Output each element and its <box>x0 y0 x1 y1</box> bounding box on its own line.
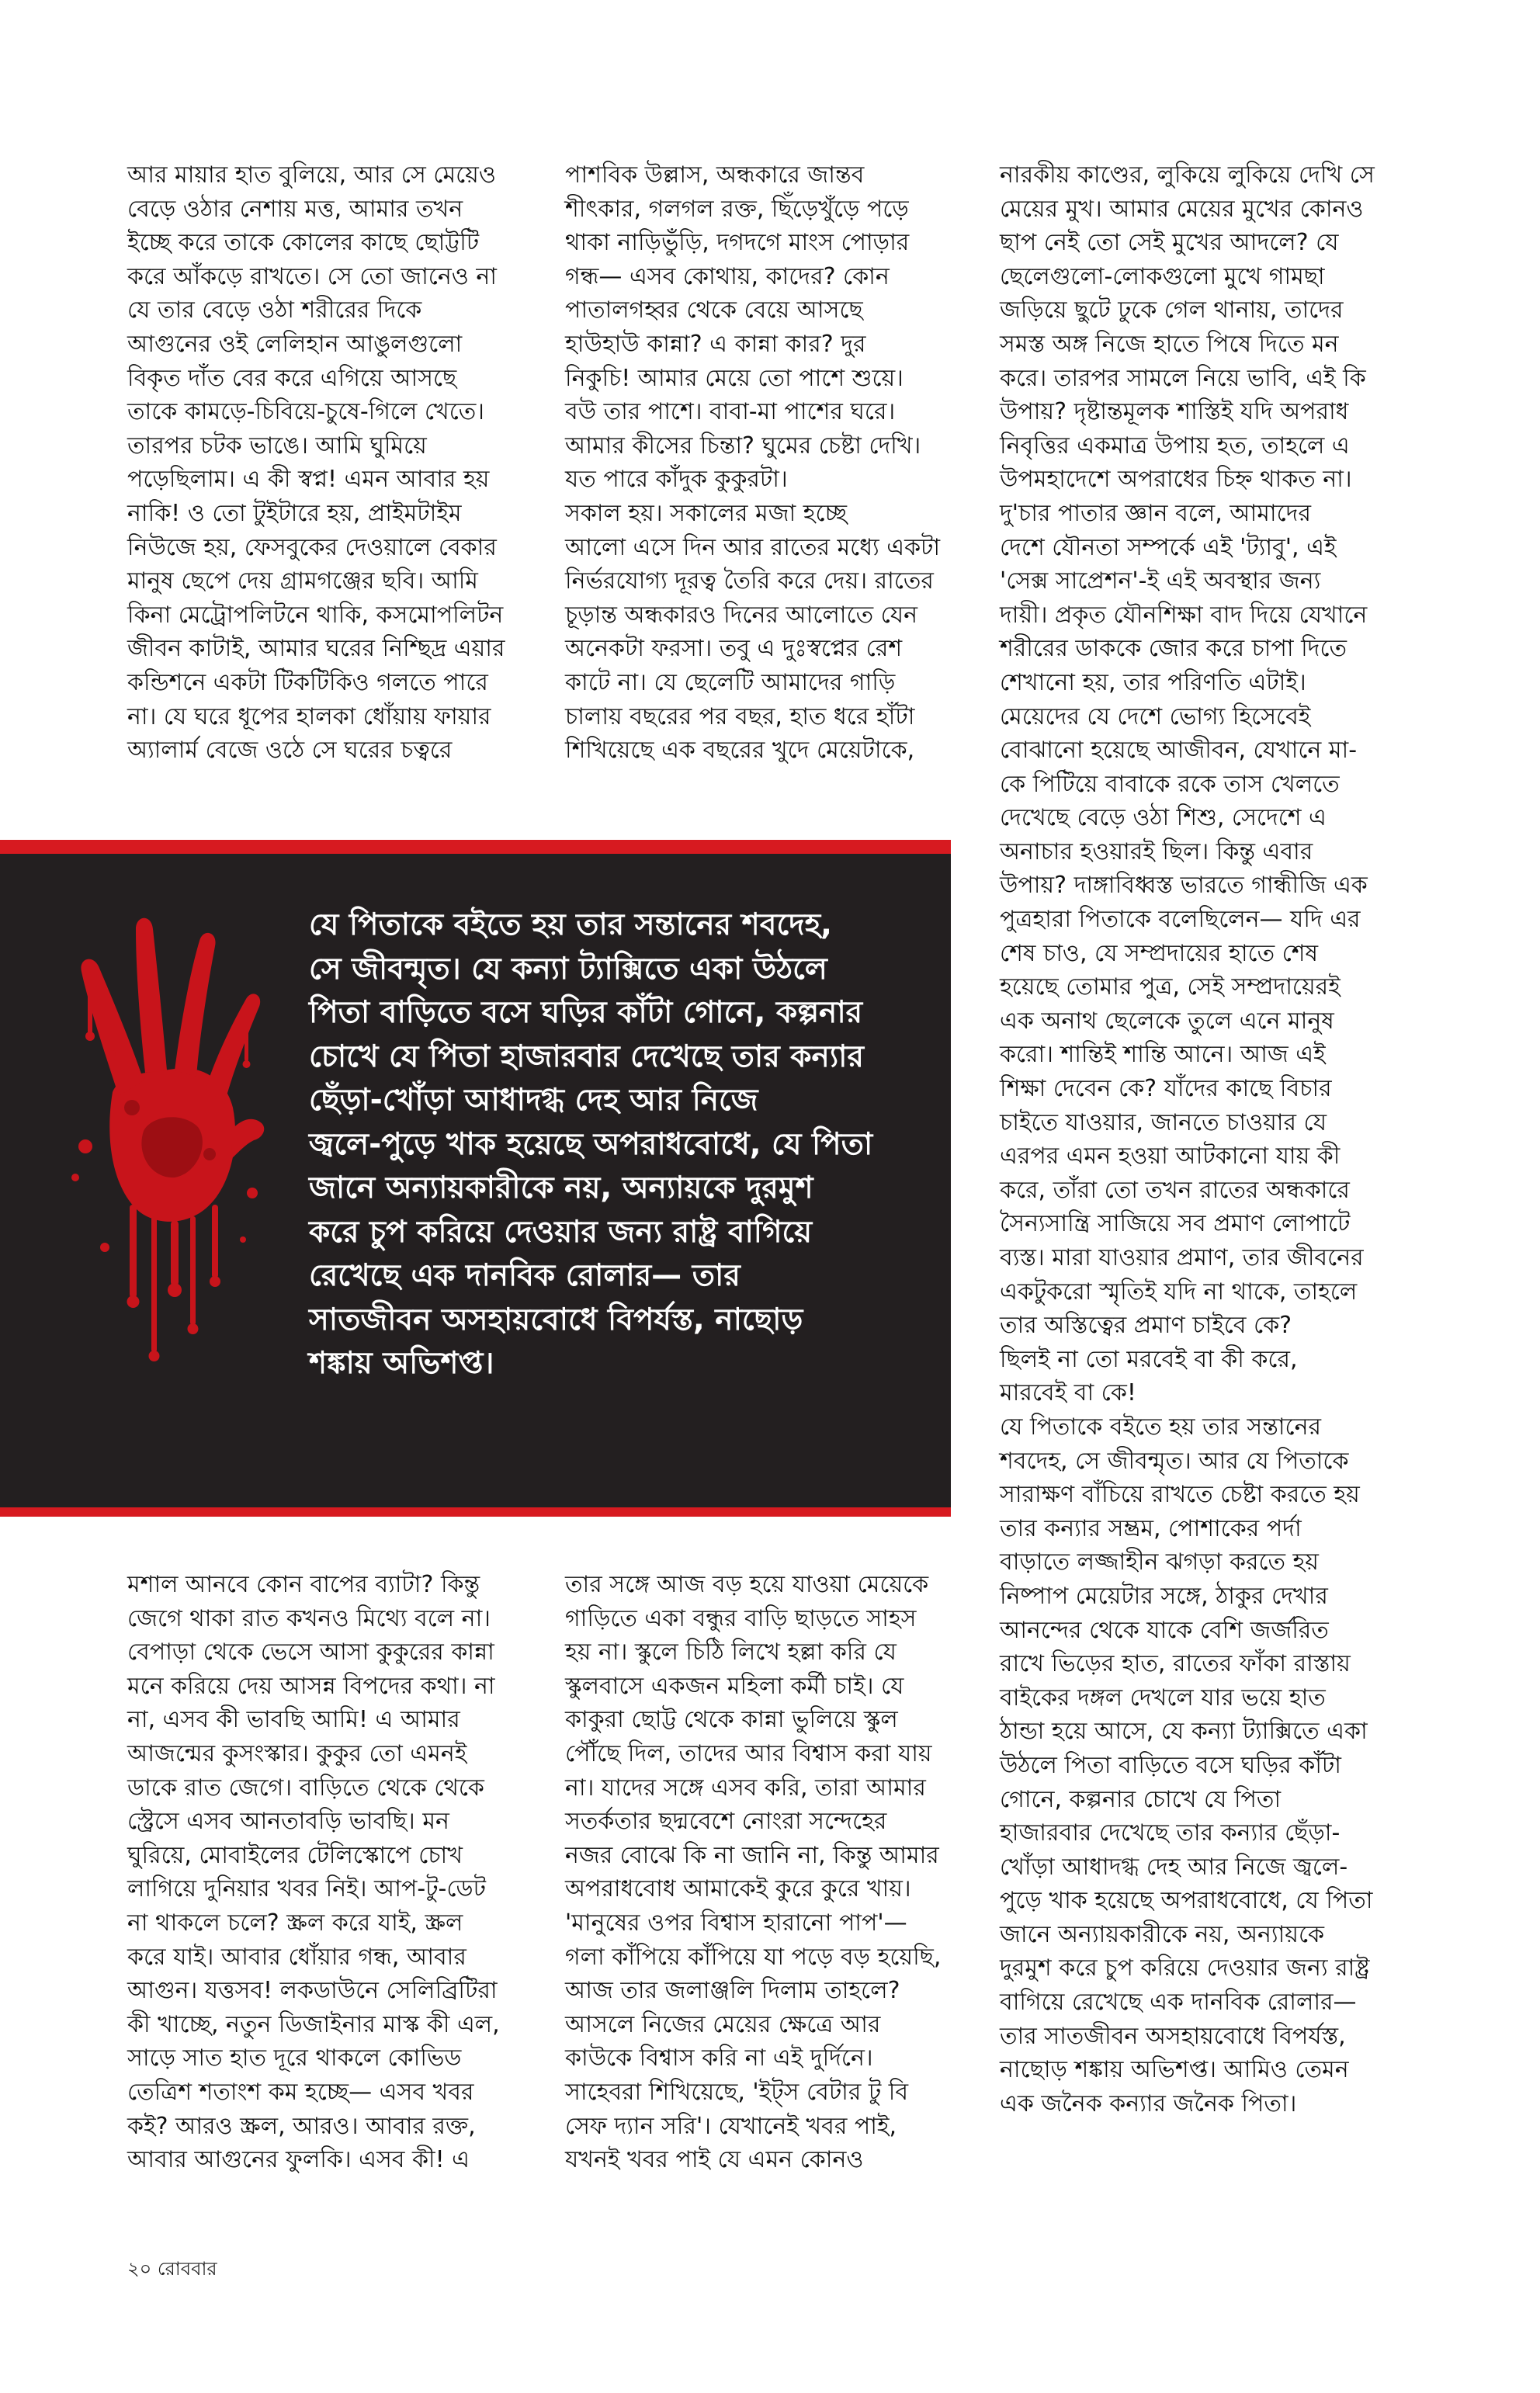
text-line: লাগিয়ে দুনিয়ার খবর নিই। আপ-টু-ডেট <box>127 1875 486 1903</box>
text-line: পুড়ে খাক হয়েছে অপরাধবোধে, যে পিতা <box>1000 1887 1373 1915</box>
text-line: না থাকলে চলে? স্ক্রল করে যাই, স্ক্রল <box>127 1909 463 1937</box>
text-line: মনে করিয়ে দেয় আসন্ন বিপদের কথা। না <box>127 1672 495 1700</box>
text-line: যত পারে কাঁদুক কুকুরটা। <box>565 466 788 494</box>
text-line: আগুনের ওই লেলিহান আঙুলগুলো <box>127 330 463 358</box>
text-line: শবদেহ, সে জীবন্মৃত। আর যে পিতাকে <box>1000 1447 1349 1475</box>
text-line: ছাপ নেই তো সেই মুখের আদলে? যে <box>1000 229 1339 257</box>
text-line: আজ তার জলাঞ্জলি দিলাম তাহলে? <box>565 1977 900 2005</box>
text-line: ছেলেগুলো-লোকগুলো মুখে গামছা <box>1000 262 1325 290</box>
text-line: কাউকে বিশ্বাস করি না এই দুর্দিনে। <box>565 2044 873 2072</box>
text-line: হয়েছে তোমার পুত্র, সেই সম্প্রদায়েরই <box>1000 973 1341 1001</box>
page-folio: ২০ রোববার <box>127 2258 217 2280</box>
text-line: নিষ্পাপ মেয়েটার সঙ্গে, ঠাকুর দেখার <box>1000 1582 1328 1610</box>
text-line: তেত্রিশ শতাংশ কম হচ্ছে— এসব খবর <box>127 2078 474 2106</box>
text-line: ঘুরিয়ে, মোবাইলের টেলিস্কোপে চোখ <box>127 1841 463 1869</box>
text-line: কী খাচ্ছে, নতুন ডিজাইনার মাস্ক কী এল, <box>127 2010 500 2038</box>
text-line: সমস্ত অঙ্গ নিজে হাতে পিষে দিতে মন <box>1000 330 1339 358</box>
text-line: সাড়ে সাত হাত দূরে থাকলে কোভিড <box>127 2044 462 2072</box>
text-line: আনন্দের থেকে যাকে বেশি জর্জরিত <box>1000 1616 1329 1644</box>
text-line: করে, তাঁরা তো তখন রাতের অন্ধকারে <box>1000 1176 1350 1204</box>
text-line: যখনই খবর পাই যে এমন কোনও <box>565 2146 864 2174</box>
bloody-hand-icon <box>58 898 268 1379</box>
text-line: ছেঁড়া-খোঁড়া আধাদগ্ধ দেহ আর নিজে <box>309 1083 758 1118</box>
text-line: একটুকরো স্মৃতিই যদি না থাকে, তাহলে <box>1000 1278 1358 1306</box>
text-line: শেষ চাও, যে সম্প্রদায়ের হাতে শেষ <box>1000 939 1319 967</box>
text-line: ডাকে রাত জেগে। বাড়িতে থেকে থেকে <box>127 1774 484 1802</box>
text-line: গাড়িতে একা বন্ধুর বাড়ি ছাড়তে সাহস <box>565 1604 917 1632</box>
text-line: কাটে না। যে ছেলেটি আমাদের গাড়ি <box>565 668 896 696</box>
text-line: পাশবিক উল্লাস, অন্ধকারে জান্তব <box>565 161 865 189</box>
text-line: এক জনৈক কন্যার জনৈক পিতা। <box>1000 2090 1297 2117</box>
text-line: দু'চার পাতার জ্ঞান বলে, আমাদের <box>1000 499 1311 527</box>
text-line: মারবেই বা কে! <box>1000 1379 1136 1407</box>
text-line: এরপর এমন হওয়া আটকানো যায় কী <box>1000 1143 1341 1170</box>
text-line: আলো এসে দিন আর রাতের মধ্যে একটা <box>565 533 941 561</box>
text-line: তার কন্যার সম্ভ্রম, পোশাকের পর্দা <box>1000 1514 1302 1542</box>
text-line: করে আঁকড়ে রাখতে। সে তো জানেও না <box>127 262 497 290</box>
text-line: ব্যস্ত। মারা যাওয়ার প্রমাণ, তার জীবনের <box>1000 1244 1364 1271</box>
text-line: করো। শান্তিই শান্তি আনে। আজ এই <box>1000 1041 1326 1069</box>
text-line: হাউহাউ কান্না? এ কান্না কার? দুর <box>565 330 866 358</box>
text-line: নারকীয় কাণ্ডের, লুকিয়ে লুকিয়ে দেখি সে <box>1000 161 1375 189</box>
text-line: গন্ধ— এসব কোথায়, কাদের? কোন <box>565 262 890 290</box>
text-line: হাজারবার দেখেছে তার কন্যার ছেঁড়া- <box>1000 1819 1341 1847</box>
text-line: বউ তার পাশে। বাবা-মা পাশের ঘরে। <box>565 398 896 426</box>
text-line: শেখানো হয়, তার পরিণতি এটাই। <box>1000 668 1306 696</box>
text-line: শীৎকার, গলগল রক্ত, ছিঁড়েখুঁড়ে পড়ে <box>565 195 909 223</box>
text-line: জড়িয়ে ছুটে ঢুকে গেল থানায়, তাদের <box>1000 297 1344 324</box>
text-line: তার সঙ্গে আজ বড় হয়ে যাওয়া মেয়েকে <box>565 1571 929 1598</box>
text-line: 'সেক্স সাপ্রেশন'-ই এই অবস্থার জন্য <box>1000 567 1321 595</box>
text-line: মেয়েদের যে দেশে ভোগ্য হিসেবেই <box>1000 702 1311 730</box>
text-line: আগুন। যত্তসব! লকডাউনে সেলিব্রিটিরা <box>127 1977 498 2005</box>
text-line: করে। তারপর সামলে নিয়ে ভাবি, এই কি <box>1000 364 1366 392</box>
pull-quote-top-rule <box>0 840 951 854</box>
text-line: সকাল হয়। সকালের মজা হচ্ছে <box>565 499 847 527</box>
text-line: অনাচার হওয়ারই ছিল। কিন্তু এবার <box>1000 838 1313 865</box>
text-line: অপরাধবোধ আমাকেই কুরে কুরে খায়। <box>565 1875 911 1903</box>
text-line: অনেকটা ফরসা। তবু এ দুঃস্বপ্নের রেশ <box>565 635 903 663</box>
text-line: যে পিতাকে বইতে হয় তার সন্তানের শবদেহ, <box>309 907 832 942</box>
text-line: আসলে নিজের মেয়ের ক্ষেত্রে আর <box>565 2010 881 2038</box>
text-line: শরীরের ডাককে জোর করে চাপা দিতে <box>1000 635 1348 663</box>
text-line: যে তার বেড়ে ওঠা শরীরের দিকে <box>127 297 422 324</box>
text-line: করে চুপ করিয়ে দেওয়ার জন্য রাষ্ট্র বাগিয়ে <box>309 1214 813 1250</box>
text-line: উপায়? দাঙ্গাবিধ্বস্ত ভারতে গান্ধীজি এক <box>1000 872 1368 900</box>
text-line: আবার আগুনের ফুলকি। এসব কী! এ <box>127 2146 470 2174</box>
text-line: রেখেছে এক দানবিক রোলার— তার <box>309 1258 741 1293</box>
text-line: না। যে ঘরে ধূপের হালকা ধোঁয়ায় ফায়ার <box>127 702 491 730</box>
text-line: কে পিটিয়ে বাবাকে রকে তাস খেলতে <box>1000 770 1340 798</box>
text-line: বেড়ে ওঠার নেশায় মত্ত, আমার তখন <box>127 195 463 223</box>
text-line: কই? আরও স্ক্রল, আরও। আবার রক্ত, <box>127 2112 476 2140</box>
pull-quote-box <box>0 840 951 1517</box>
text-line: বাড়াতে লজ্জাহীন ঝগড়া করতে হয় <box>1000 1549 1319 1576</box>
text-line: করে যাই। আবার ধোঁয়ার গন্ধ, আবার <box>127 1943 467 1971</box>
text-line: ইচ্ছে করে তাকে কোলের কাছে ছোট্টটি <box>127 229 480 257</box>
text-line: দায়ী। প্রকৃত যৌনশিক্ষা বাদ দিয়ে যেখানে <box>1000 601 1368 629</box>
text-line: সারাক্ষণ বাঁচিয়ে রাখতে চেষ্টা করতে হয় <box>1000 1481 1360 1509</box>
text-line: গোনে, কল্পনার চোখে যে পিতা <box>1000 1785 1282 1813</box>
text-line: জানে অন্যায়কারীকে নয়, অন্যায়কে <box>1000 1920 1325 1948</box>
column-2-bottom <box>565 1568 973 2177</box>
text-line: তারপর চটক ভাঙে। আমি ঘুমিয়ে <box>127 432 427 460</box>
text-line: মশাল আনবে কোন বাপের ব্যাটা? কিন্তু <box>127 1571 480 1598</box>
text-line: তার সাতজীবন অসহায়বোধে বিপর্যস্ত, <box>1000 2022 1346 2050</box>
text-line: কিনা মেট্রোপলিটনে থাকি, কসমোপলিটন <box>127 601 504 629</box>
text-line: শিখিয়েছে এক বছরের খুদে মেয়েটাকে, <box>565 737 915 765</box>
text-line: কন্ডিশনে একটা টিকটিকিও গলতে পারে <box>127 668 488 696</box>
text-line: সাতজীবন অসহায়বোধে বিপর্যস্ত, নাছোড় <box>309 1302 803 1337</box>
text-line: পাতালগহ্বর থেকে বেয়ে আসছে <box>565 297 863 324</box>
text-line: রাখে ভিড়ের হাত, রাতের ফাঁকা রাস্তায় <box>1000 1650 1351 1678</box>
text-line: চালায় বছরের পর বছর, হাত ধরে হাঁটা <box>565 702 915 730</box>
text-line: জ্বলে-পুড়ে খাক হয়েছে অপরাধবোধে, যে পিতা <box>309 1126 873 1162</box>
column-2-top <box>565 158 973 768</box>
text-line: উঠলে পিতা বাড়িতে বসে ঘড়ির কাঁটা <box>1000 1751 1341 1779</box>
column-1-bottom <box>127 1568 535 2177</box>
text-line: গলা কাঁপিয়ে কাঁপিয়ে যা পড়ে বড় হয়েছি, <box>565 1943 942 1971</box>
pull-quote-bottom-rule <box>0 1507 951 1517</box>
text-line: দুরমুশ করে চুপ করিয়ে দেওয়ার জন্য রাষ্ট্র <box>1000 1954 1370 1982</box>
text-line: নিবৃত্তির একমাত্র উপায় হত, তাহলে এ <box>1000 432 1350 460</box>
text-line: জানে অন্যায়কারীকে নয়, অন্যায়কে দুরমুশ <box>309 1170 813 1205</box>
text-line: নজর বোঝে কি না জানি না, কিন্তু আমার <box>565 1841 939 1869</box>
text-line: চোখে যে পিতা হাজারবার দেখেছে তার কন্যার <box>309 1039 864 1074</box>
text-line: না, এসব কী ভাবছি আমি! এ আমার <box>127 1706 460 1734</box>
text-line: নাছোড় শঙ্কায় অভিশপ্ত। আমিও তেমন <box>1000 2056 1349 2084</box>
text-line: জেগে থাকা রাত কখনও মিথ্যে বলে না। <box>127 1604 491 1632</box>
text-line: স্কুলবাসে একজন মহিলা কর্মী চাই। যে <box>565 1672 904 1700</box>
text-line: নিকুচি! আমার মেয়ে তো পাশে শুয়ে। <box>565 364 904 392</box>
text-line: নির্ভরযোগ্য দূরত্ব তৈরি করে দেয়। রাতের <box>565 567 934 595</box>
text-line: তাকে কামড়ে-চিবিয়ে-চুষে-গিলে খেতে। <box>127 398 485 426</box>
text-line: উপায়? দৃষ্টান্তমূলক শাস্তিই যদি অপরাধ <box>1000 398 1349 426</box>
text-line: শঙ্কায় অভিশপ্ত। <box>309 1346 494 1381</box>
text-line: উপমহাদেশে অপরাধের চিহ্ন থাকত না। <box>1000 466 1352 494</box>
pull-quote-text <box>309 903 930 1386</box>
text-line: সেফ দ্যান সরি'। যেখানেই খবর পাই, <box>565 2112 897 2140</box>
text-line: বোঝানো হয়েছে আজীবন, যেখানে মা- <box>1000 737 1358 765</box>
text-line: পড়েছিলাম। এ কী স্বপ্ন! এমন আবার হয় <box>127 466 490 494</box>
text-line: চূড়ান্ত অন্ধকারও দিনের আলোতে যেন <box>565 601 917 629</box>
text-line: পৌঁছে দিল, তাদের আর বিশ্বাস করা যায় <box>565 1739 932 1767</box>
text-line: না। যাদের সঙ্গে এসব করি, তারা আমার <box>565 1774 926 1802</box>
text-line: খোঁড়া আধাদগ্ধ দেহ আর নিজে জ্বলে- <box>1000 1853 1348 1881</box>
text-line: দেখেছে বেড়ে ওঠা শিশু, সেদেশে এ <box>1000 804 1327 832</box>
text-line: স্ট্রেসে এসব আনতাবড়ি ভাবছি। মন <box>127 1808 449 1836</box>
text-line: অ্যালার্ম বেজে ওঠে সে ঘরের চত্বরে <box>127 737 453 765</box>
text-line: 'মানুষের ওপর বিশ্বাস হারানো পাপ'— <box>565 1909 907 1937</box>
text-line: তার অস্তিত্বের প্রমাণ চাইবে কে? <box>1000 1312 1292 1340</box>
column-1-top <box>127 158 535 768</box>
text-line: সে জীবন্মৃত। যে কন্যা ট্যাক্সিতে একা উঠলে <box>309 951 827 987</box>
text-line: বিকৃত দাঁত বের করে এগিয়ে আসছে <box>127 364 457 392</box>
text-line: আর মায়ার হাত বুলিয়ে, আর সে মেয়েও <box>127 161 496 189</box>
text-line: বাইকের দঙ্গল দেখলে যার ভয়ে হাত <box>1000 1684 1326 1712</box>
text-line: চাইতে যাওয়ার, জানতে চাওয়ার যে <box>1000 1108 1327 1136</box>
text-line: শিক্ষা দেবেন কে? যাঁদের কাছে বিচার <box>1000 1075 1332 1103</box>
text-line: যে পিতাকে বইতে হয় তার সন্তানের <box>1000 1413 1322 1441</box>
text-line: মানুষ ছেপে দেয় গ্রামগঞ্জের ছবি। আমি <box>127 567 478 595</box>
text-line: সতর্কতার ছদ্মবেশে নোংরা সন্দেহের <box>565 1808 887 1836</box>
text-line: নিউজে হয়, ফেসবুকের দেওয়ালে বেকার <box>127 533 497 561</box>
text-line: বেপাড়া থেকে ভেসে আসা কুকুরের কান্না <box>127 1639 494 1666</box>
text-line: ছিলই না তো মরবেই বা কী করে, <box>1000 1345 1298 1373</box>
text-line: ঠান্ডা হয়ে আসে, যে কন্যা ট্যাক্সিতে একা <box>1000 1718 1368 1746</box>
text-line: এক অনাথ ছেলেকে তুলে এনে মানুষ <box>1000 1007 1334 1035</box>
text-line: কাকুরা ছোট্ট থেকে কান্না ভুলিয়ে স্কুল <box>565 1706 898 1734</box>
text-line: থাকা নাড়িভুঁড়ি, দগদগে মাংস পোড়ার <box>565 229 910 257</box>
text-line: দেশে যৌনতা সম্পর্কে এই 'ট্যাবু', এই <box>1000 533 1337 561</box>
text-line: বাগিয়ে রেখেছে এক দানবিক রোলার— <box>1000 1989 1357 2017</box>
text-line: আজন্মের কুসংস্কার। কুকুর তো এমনই <box>127 1739 467 1767</box>
text-line: সাহেবরা শিখিয়েছে, 'ইট্‌স বেটার টু বি <box>565 2078 909 2106</box>
text-line: মেয়ের মুখ। আমার মেয়ের মুখের কোনও <box>1000 195 1364 223</box>
text-line: পুত্রহারা পিতাকে বলেছিলেন— যদি এর <box>1000 906 1361 934</box>
text-line: জীবন কাটাই, আমার ঘরের নিশ্ছিদ্র এয়ার <box>127 635 505 663</box>
text-line: সৈন্যসান্ত্রি সাজিয়ে সব প্রমাণ লোপাটে <box>1000 1210 1351 1238</box>
text-line: হয় না। স্কুলে চিঠি লিখে হল্লা করি যে <box>565 1639 897 1666</box>
column-3 <box>1000 158 1434 2121</box>
text-line: পিতা বাড়িতে বসে ঘড়ির কাঁটা গোনে, কল্পনার <box>309 995 863 1030</box>
text-line: নাকি! ও তো টুইটারে হয়, প্রাইমটাইম <box>127 499 462 527</box>
text-line: আমার কীসের চিন্তা? ঘুমের চেষ্টা দেখি। <box>565 432 921 460</box>
